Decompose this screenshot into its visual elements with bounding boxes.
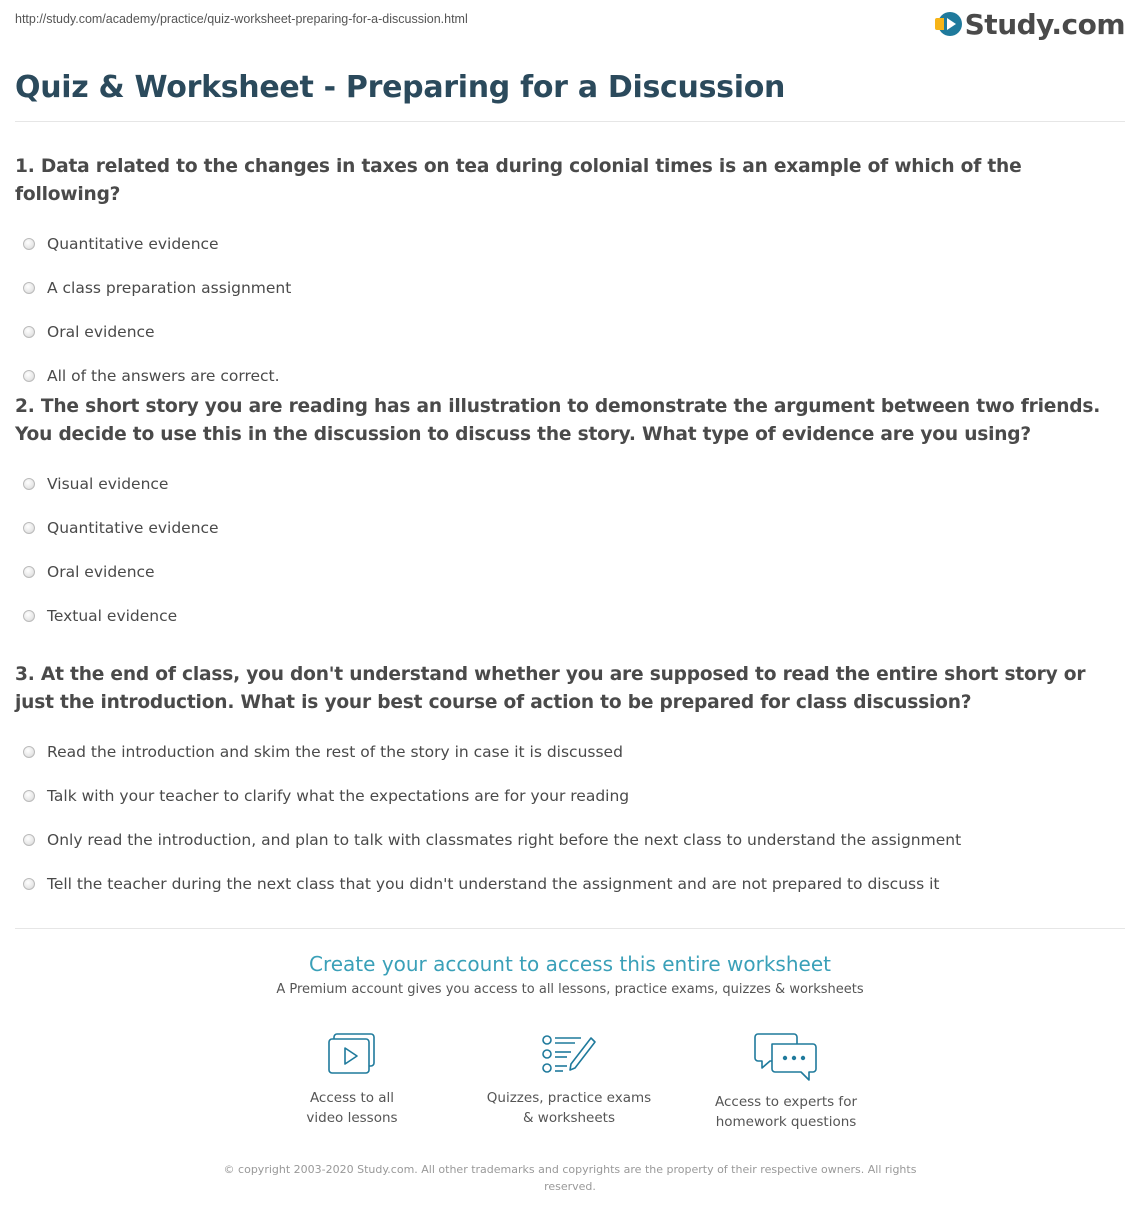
feature-label xyxy=(469,1088,669,1128)
answer-label: Visual evidence xyxy=(47,475,169,493)
answer-option[interactable] xyxy=(15,594,1115,638)
answer-label: Oral evidence xyxy=(47,323,155,341)
page-title: Quiz & Worksheet - Preparing for a Discussion xyxy=(15,70,786,105)
answer-label: Talk with your teacher to clarify what the expectations are for your reading xyxy=(47,787,630,805)
radio-button[interactable] xyxy=(23,282,35,294)
page-url[interactable]: http://study.com/academy/practice/quiz-worksheet-preparing-for-a-discussion.html xyxy=(15,12,468,26)
answer-label: Textual evidence xyxy=(47,607,178,625)
promo-subtitle: A Premium account gives you access to all lessons, practice exams, quizzes & worksheets xyxy=(276,982,864,997)
feature-label xyxy=(686,1092,886,1132)
divider xyxy=(15,928,1125,929)
feature-label-line: video lessons xyxy=(306,1110,398,1126)
question-text: 2. The short story you are reading has an illustration to demonstrate the argument between two friends. You decide to use this in the discussion to discuss the story. What type of evidence are you using? xyxy=(15,396,1101,445)
feature-label-line: Access to experts for xyxy=(714,1094,857,1110)
video-lessons-icon xyxy=(326,1032,378,1076)
radio-button[interactable] xyxy=(23,878,35,890)
question-2 xyxy=(15,393,1115,638)
radio-button[interactable] xyxy=(23,834,35,846)
answer-list xyxy=(15,222,1115,398)
answer-label: Quantitative evidence xyxy=(47,235,219,253)
answer-option[interactable] xyxy=(15,862,1115,906)
radio-button[interactable] xyxy=(23,522,35,534)
radio-button[interactable] xyxy=(23,746,35,758)
feature-label-line: & worksheets xyxy=(522,1110,615,1126)
answer-option[interactable] xyxy=(15,550,1115,594)
feature-label-line: Access to all xyxy=(309,1090,395,1106)
radio-button[interactable] xyxy=(23,610,35,622)
answer-list xyxy=(15,462,1115,638)
feature-label-line: homework questions xyxy=(715,1114,857,1130)
radio-button[interactable] xyxy=(23,238,35,250)
answer-list xyxy=(15,730,1115,906)
top-bar xyxy=(15,0,1125,40)
radio-button[interactable] xyxy=(23,326,35,338)
quiz-checklist-icon xyxy=(541,1032,597,1076)
feature-video-lessons xyxy=(252,1032,452,1128)
answer-label: Quantitative evidence xyxy=(47,519,219,537)
answer-option[interactable] xyxy=(15,730,1115,774)
answer-label: Read the introduction and skim the rest of the story in case it is discussed xyxy=(47,743,623,761)
logo-play-icon xyxy=(938,12,962,36)
answer-option[interactable] xyxy=(15,506,1115,550)
answer-option[interactable] xyxy=(15,310,1115,354)
promo-title-link[interactable]: Create your account to access this entire worksheet xyxy=(309,952,831,976)
answer-label: Only read the introduction, and plan to talk with classmates right before the next class to understand the assignment xyxy=(47,831,962,849)
answer-label: All of the answers are correct. xyxy=(47,367,280,385)
answer-option[interactable] xyxy=(15,222,1115,266)
divider xyxy=(15,121,1125,122)
feature-label xyxy=(252,1088,452,1128)
radio-button[interactable] xyxy=(23,478,35,490)
feature-experts xyxy=(686,1032,886,1132)
footer-line: reserved. xyxy=(544,1180,596,1193)
answer-label: Oral evidence xyxy=(47,563,155,581)
answer-option[interactable] xyxy=(15,462,1115,506)
answer-label: Tell the teacher during the next class that you didn't understand the assignment and are not prepared to discuss it xyxy=(47,875,940,893)
radio-button[interactable] xyxy=(23,370,35,382)
feature-quizzes xyxy=(469,1032,669,1128)
feature-label-line: Quizzes, practice exams xyxy=(486,1090,652,1106)
radio-button[interactable] xyxy=(23,566,35,578)
question-1 xyxy=(15,153,1115,398)
question-text: 1. Data related to the changes in taxes on tea during colonial times is an example of which of the following? xyxy=(15,156,1022,205)
logo-text: Study.com xyxy=(964,7,1125,41)
question-3 xyxy=(15,661,1115,906)
answer-option[interactable] xyxy=(15,774,1115,818)
question-text: 3. At the end of class, you don't understand whether you are supposed to read the entire short story or just the introduction. What is your best course of action to be prepared for class discussion? xyxy=(15,664,1086,713)
answer-option[interactable] xyxy=(15,354,1115,398)
footer-line: © copyright 2003-2020 Study.com. All other trademarks and copyrights are the property of their respective owners. All rights xyxy=(223,1163,917,1176)
answer-option[interactable] xyxy=(15,266,1115,310)
chat-bubbles-icon xyxy=(754,1032,818,1084)
radio-button[interactable] xyxy=(23,790,35,802)
answer-label: A class preparation assignment xyxy=(47,279,292,297)
answer-option[interactable] xyxy=(15,818,1115,862)
copyright-footer xyxy=(210,1161,930,1195)
study-logo[interactable] xyxy=(938,6,1125,42)
